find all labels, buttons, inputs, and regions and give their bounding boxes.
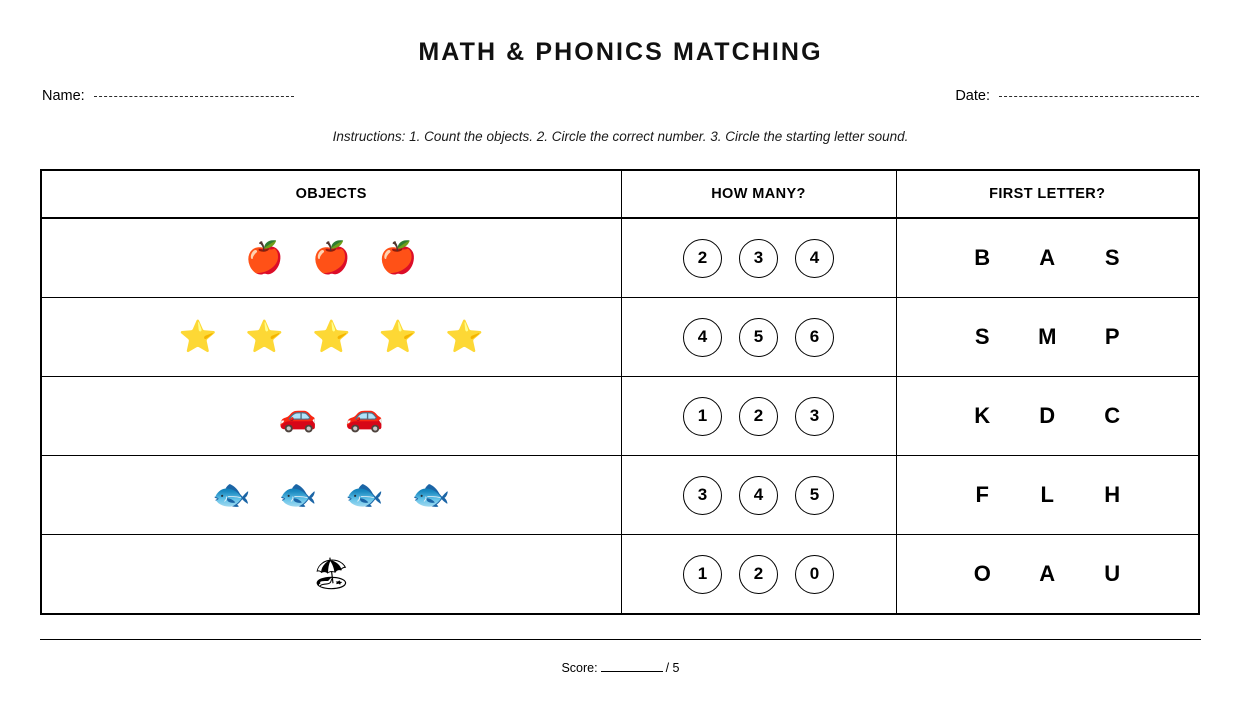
car-icon: 🚗: [345, 397, 384, 434]
letter-choice[interactable]: F: [975, 482, 989, 507]
page-title: MATH & PHONICS MATCHING: [418, 38, 823, 66]
letter-choice[interactable]: U: [1104, 561, 1121, 586]
footer: [40, 639, 1201, 675]
count-choices-cell: [621, 298, 896, 377]
header-first-letter: FIRST LETTER?: [896, 170, 1199, 218]
star-icon: ⭐: [378, 318, 418, 355]
number-choice-strip: [622, 476, 896, 515]
letter-choice[interactable]: B: [974, 245, 991, 270]
table-row: [41, 535, 1199, 615]
count-choices-cell: [621, 377, 896, 456]
objects-cell: [41, 298, 621, 377]
number-choice[interactable]: 2: [683, 239, 722, 278]
star-icon: ⭐: [311, 318, 351, 355]
fish-icon: 🐟: [278, 476, 318, 513]
objects-cell: [41, 456, 621, 535]
score-total: / 5: [665, 661, 680, 675]
table-row: [41, 298, 1199, 377]
fish-icon: 🐟: [212, 476, 251, 513]
fish-icon: 🐟: [411, 476, 451, 513]
number-choice[interactable]: 6: [795, 318, 834, 357]
score-line: [40, 659, 1201, 675]
beach-umbrella-icon: 🏖: [311, 555, 351, 592]
object-strip: [42, 476, 621, 513]
score-label: Score:: [561, 661, 598, 675]
table-header-row: [41, 170, 1199, 218]
name-field: [42, 88, 294, 104]
letter-choices-cell: [896, 456, 1199, 535]
letter-choice-strip: [897, 561, 1199, 587]
instructions-text: Instructions: 1. Count the objects. 2. Circle the correct number. 3. Circle the starting letter sound.: [332, 129, 909, 144]
number-choice[interactable]: 2: [739, 397, 778, 436]
letter-choice[interactable]: A: [1039, 245, 1056, 270]
fish-icon: 🐟: [345, 476, 384, 513]
object-strip: [42, 397, 621, 434]
objects-cell: [41, 377, 621, 456]
score-blank[interactable]: [601, 659, 663, 672]
letter-choices-cell: [896, 218, 1199, 298]
letter-choice[interactable]: D: [1039, 403, 1056, 428]
header-how-many: HOW MANY?: [621, 170, 896, 218]
letter-choice[interactable]: K: [974, 403, 991, 428]
object-strip: [42, 555, 621, 592]
number-choice-strip: [622, 239, 896, 278]
count-choices-cell: [621, 535, 896, 615]
object-strip: [42, 239, 621, 276]
meta-row: [40, 88, 1201, 104]
letter-choice[interactable]: L: [1040, 482, 1054, 507]
object-strip: [42, 318, 621, 355]
letter-choice-strip: [897, 482, 1199, 508]
car-icon: 🚗: [278, 397, 318, 434]
number-choice[interactable]: 1: [683, 397, 722, 436]
letter-choice[interactable]: C: [1104, 403, 1121, 428]
number-choice[interactable]: 0: [795, 555, 834, 594]
number-choice[interactable]: 5: [795, 476, 834, 515]
letter-choice[interactable]: M: [1038, 324, 1057, 349]
letter-choices-cell: [896, 535, 1199, 615]
letter-choices-cell: [896, 298, 1199, 377]
count-choices-cell: [621, 456, 896, 535]
number-choice-strip: [622, 555, 896, 594]
table-body: [41, 218, 1199, 614]
star-icon: ⭐: [245, 318, 284, 355]
number-choice[interactable]: 5: [739, 318, 778, 357]
apple-icon: 🍎: [311, 239, 351, 276]
letter-choice-strip: [897, 245, 1199, 271]
number-choice[interactable]: 4: [795, 239, 834, 278]
letter-choice[interactable]: H: [1104, 482, 1121, 507]
number-choice[interactable]: 2: [739, 555, 778, 594]
star-icon: ⭐: [178, 318, 218, 355]
objects-cell: [41, 535, 621, 615]
table-row: [41, 218, 1199, 298]
number-choice[interactable]: 3: [739, 239, 778, 278]
number-choice-strip: [622, 397, 896, 436]
table-header: [41, 170, 1199, 218]
table-row: [41, 456, 1199, 535]
number-choice[interactable]: 1: [683, 555, 722, 594]
number-choice[interactable]: 4: [739, 476, 778, 515]
letter-choice[interactable]: A: [1039, 561, 1056, 586]
number-choice[interactable]: 3: [795, 397, 834, 436]
name-write-line[interactable]: [94, 95, 294, 97]
apple-icon: 🍎: [378, 239, 418, 276]
letter-choice-strip: [897, 403, 1199, 429]
letter-choices-cell: [896, 377, 1199, 456]
star-icon: ⭐: [445, 318, 484, 355]
letter-choice[interactable]: S: [1104, 245, 1120, 270]
count-choices-cell: [621, 218, 896, 298]
letter-choice[interactable]: P: [1104, 324, 1120, 349]
number-choice[interactable]: 4: [683, 318, 722, 357]
worksheet-table: [40, 169, 1200, 615]
objects-cell: [41, 218, 621, 298]
table-row: [41, 377, 1199, 456]
letter-choice[interactable]: S: [974, 324, 990, 349]
header-objects: OBJECTS: [41, 170, 621, 218]
date-label: Date:: [955, 88, 990, 104]
footer-divider: [40, 639, 1201, 640]
number-choice[interactable]: 3: [683, 476, 722, 515]
apple-icon: 🍎: [245, 239, 284, 276]
name-label: Name:: [42, 88, 85, 104]
number-choice-strip: [622, 318, 896, 357]
letter-choice-strip: [897, 324, 1199, 350]
letter-choice[interactable]: O: [973, 561, 991, 586]
date-write-line[interactable]: [999, 95, 1199, 97]
date-field: [955, 88, 1199, 104]
